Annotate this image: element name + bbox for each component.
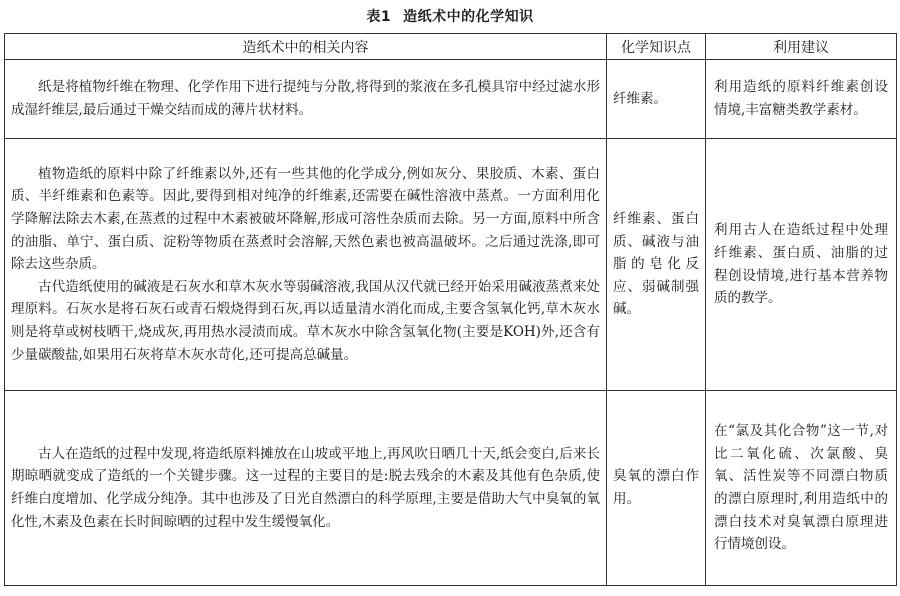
content-paragraph: 古代造纸使用的碱液是石灰水和草木灰水等弱碱溶液,我国从汉代就已经开始采用碱液蒸煮来处理原料。石灰水是将石灰石或青石煅烧得到石灰,再以适量清水消化而成,主要含氢氧化钙,草木灰水则是将草或树枝晒干,烧成灰,再用热水浸渍而成。草木灰水中除含氢氧化物(主要是KOH)外,还含有少量碳酸盐,如果用石灰将草木灰水苛化,还可提高总碱量。 — [11, 278, 600, 363]
papermaking-chemistry-table — [4, 33, 897, 586]
content-paragraph: 古人在造纸的过程中发现,将造纸原料摊放在山坡或平地上,再风吹日晒几十天,纸会变白,后来长期晾晒就变成了造纸的一个关键步骤。这一过程的主要目的是:脱去残余的木素及其他有色杂质,使纤维白度增加、化学成分纯净。其中也涉及了日光自然漂白的科学原理,主要是借助大气中臭氧的氧化性,木素及色素在长时间晾晒的过程中发生缓慢氧化。 — [11, 445, 600, 530]
row-concept-cell: 纤维素。 — [607, 60, 706, 139]
content-paragraph: 植物造纸的原料中除了纤维素以外,还有一些其他的化学成分,例如灰分、果胶质、木素、蛋白质、半纤维素和色素等。因此,要得到相对纯净的纤维素,还需要在碱性溶液中蒸煮。一方面利用化学降解法除去木素,在蒸煮的过程中木素被破坏降解,形成可溶性杂质而去除。另一方面,原料中所含的油脂、单宁、蛋白质、淀粉等物质在蒸煮时会溶解,天然色素也被高温破坏。之后通过洗涤,即可除去这些杂质。 — [11, 165, 600, 273]
row-concept-cell: 纤维素、蛋白质、碱液与油脂的皂化反应、弱碱制强碱。 — [607, 139, 706, 391]
row-suggestion-cell: 利用造纸的原料纤维素创设情境,丰富糖类教学素材。 — [706, 60, 897, 139]
header-content: 造纸术中的相关内容 — [5, 34, 607, 60]
table-row — [5, 139, 897, 391]
row-content-cell — [5, 60, 607, 139]
row-suggestion-cell: 利用古人在造纸过程中处理纤维素、蛋白质、油脂的过程创设情境,进行基本营养物质的教学。 — [706, 139, 897, 391]
table-header-row — [5, 34, 897, 60]
header-concept: 化学知识点 — [607, 34, 706, 60]
content-paragraph: 纸是将植物纤维在物理、化学作用下进行提纯与分散,将得到的浆液在多孔模具帘中经过滤水形成湿纤维层,最后通过干燥交结而成的薄片状材料。 — [11, 79, 600, 118]
table-number: 表1 — [366, 9, 392, 25]
row-content-cell — [5, 391, 607, 586]
row-concept-cell: 臭氧的漂白作用。 — [607, 391, 706, 586]
table-caption — [0, 6, 900, 26]
header-suggestion: 利用建议 — [706, 34, 897, 60]
table-row — [5, 60, 897, 139]
table-title: 造纸术中的化学知识 — [403, 9, 534, 25]
row-content-cell — [5, 139, 607, 391]
row-suggestion-cell: 在“氯及其化合物”这一节,对比二氧化硫、次氯酸、臭氧、活性炭等不同漂白物质的漂白原理时,利用造纸中的漂白技术对臭氧漂白原理进行情境创设。 — [706, 391, 897, 586]
table-row — [5, 391, 897, 586]
